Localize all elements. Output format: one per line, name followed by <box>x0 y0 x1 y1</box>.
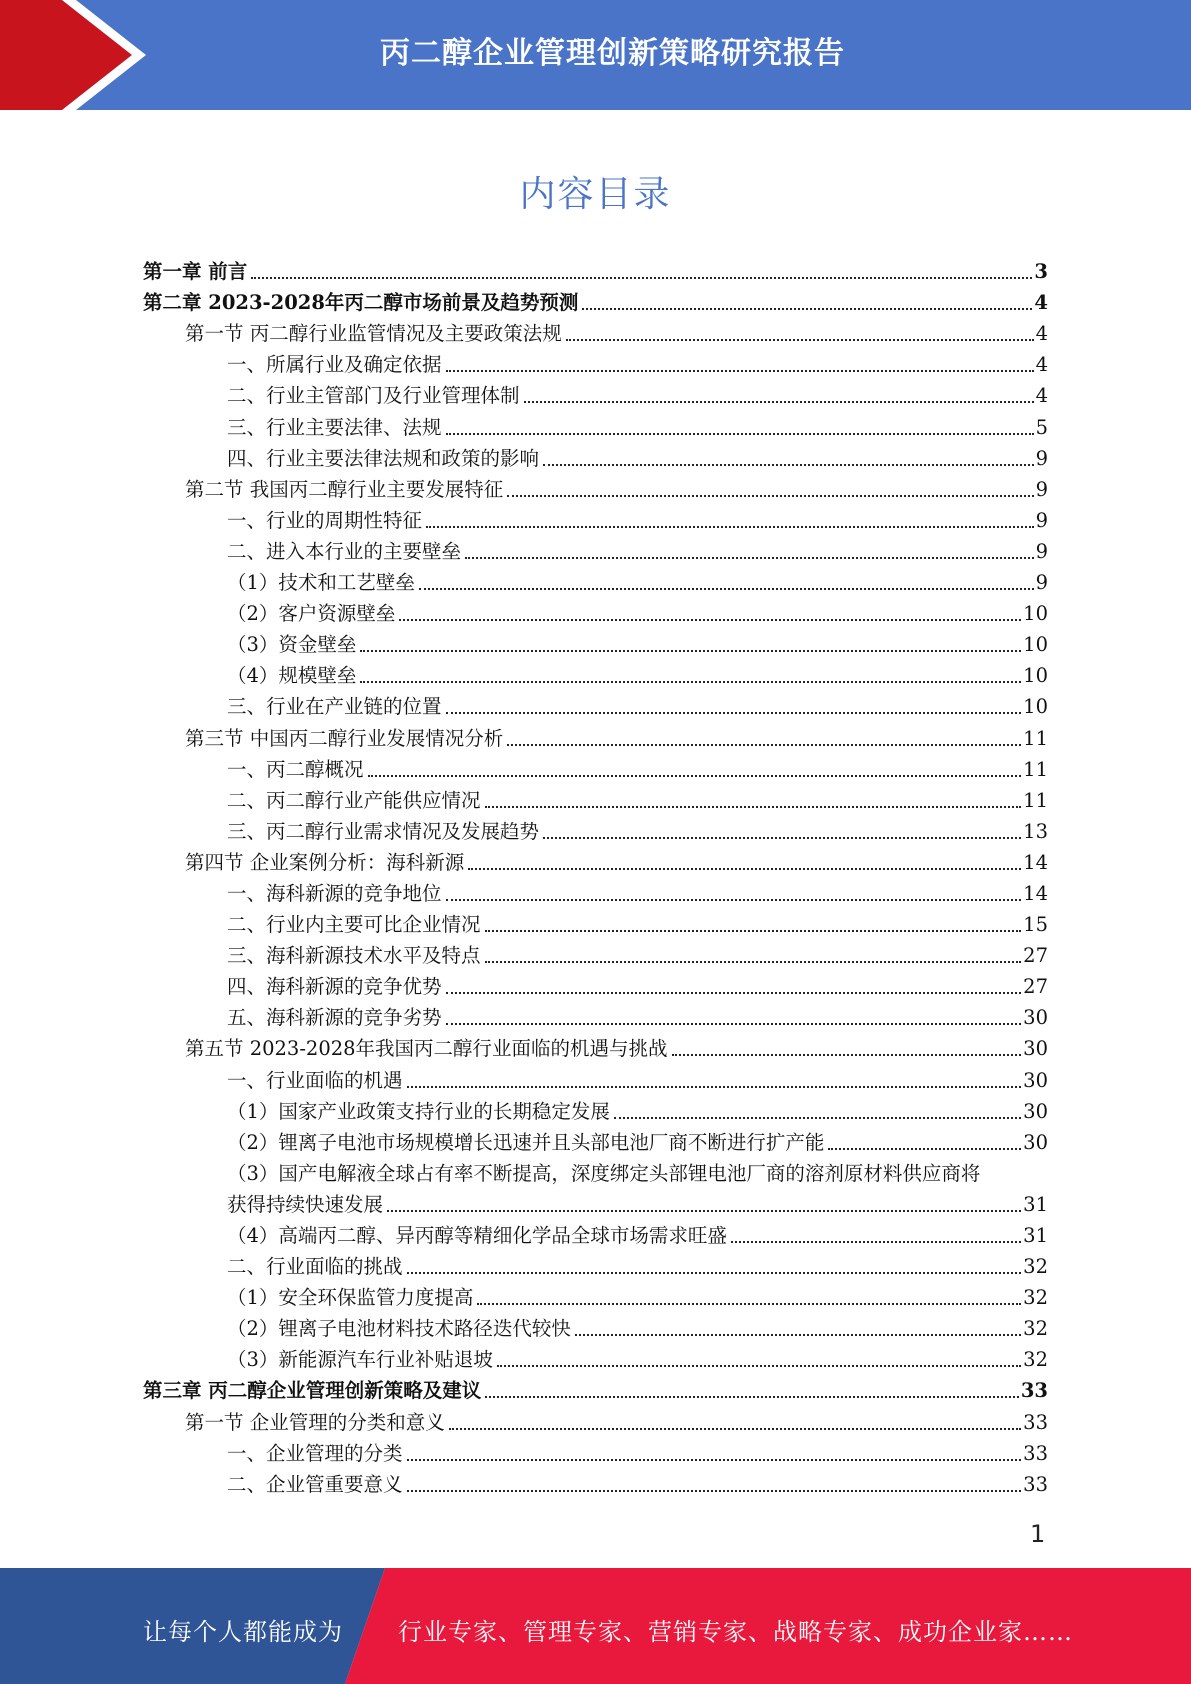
toc-entry[interactable] <box>143 533 1048 564</box>
toc-dot-leader <box>543 837 1021 839</box>
toc-entry[interactable] <box>143 782 1048 813</box>
toc-entry[interactable] <box>143 906 1048 937</box>
table-of-contents <box>143 253 1048 1497</box>
toc-entry[interactable] <box>143 1093 1048 1124</box>
toc-dot-leader <box>407 1272 1022 1274</box>
toc-entry-page: 15 <box>1023 913 1048 937</box>
toc-entry-page: 4 <box>1034 291 1048 315</box>
toc-entry-label: 三、行业在产业链的位置 <box>227 695 442 719</box>
toc-dot-leader <box>485 806 1022 808</box>
toc-entry[interactable] <box>143 1061 1048 1092</box>
toc-dot-leader <box>828 1148 1021 1150</box>
toc-entry-label: 一、所属行业及确定依据 <box>227 353 442 377</box>
toc-entry-page: 33 <box>1020 1379 1048 1403</box>
toc-entry[interactable] <box>143 1217 1048 1248</box>
toc-entry-label: （3）资金壁垒 <box>227 633 357 657</box>
toc-entry[interactable] <box>143 440 1048 471</box>
toc-entry-label: 第四节 企业案例分析：海科新源 <box>185 850 465 874</box>
toc-entry-label: 二、行业主管部门及行业管理体制 <box>227 384 520 408</box>
toc-entry-page: 10 <box>1023 602 1048 626</box>
toc-entry-label: 四、行业主要法律法规和政策的影响 <box>227 446 540 470</box>
toc-entry-page: 33 <box>1023 1472 1048 1496</box>
toc-entry-page: 33 <box>1023 1410 1048 1434</box>
toc-entry[interactable] <box>143 1403 1048 1434</box>
toc-dot-leader <box>446 899 1022 901</box>
toc-entry-page: 9 <box>1035 539 1048 563</box>
report-title: 丙二醇企业管理创新策略研究报告 <box>380 36 845 71</box>
toc-entry-page: 9 <box>1035 508 1048 532</box>
toc-entry[interactable] <box>143 1435 1048 1466</box>
toc-dot-leader <box>485 930 1022 932</box>
toc-entry[interactable] <box>143 999 1048 1030</box>
toc-entry[interactable] <box>143 1466 1048 1497</box>
toc-entry[interactable] <box>143 844 1048 875</box>
toc-entry-page: 30 <box>1023 1006 1048 1030</box>
toc-entry-label: 三、丙二醇行业需求情况及发展趋势 <box>227 819 540 843</box>
toc-entry-label: 四、海科新源的竞争优势 <box>227 975 442 999</box>
toc-dot-leader <box>524 401 1034 403</box>
toc-entry-label: （3）新能源汽车行业补贴退坡 <box>227 1348 493 1372</box>
toc-entry-page: 32 <box>1023 1286 1048 1310</box>
toc-dot-leader <box>672 1054 1022 1056</box>
toc-dot-leader <box>399 619 1021 621</box>
toc-entry-page: 14 <box>1023 850 1048 874</box>
toc-dot-leader <box>485 1396 1019 1398</box>
toc-entry-label: （4）规模壁垒 <box>227 664 357 688</box>
toc-entry[interactable] <box>143 253 1048 284</box>
toc-dot-leader <box>407 1459 1022 1461</box>
toc-entry[interactable] <box>143 1310 1048 1341</box>
toc-dot-leader <box>360 681 1021 683</box>
toc-entry[interactable] <box>143 1155 1048 1186</box>
toc-dot-leader <box>446 370 1034 372</box>
toc-dot-leader <box>468 868 1021 870</box>
toc-entry-label: 获得持续快速发展 <box>227 1192 384 1216</box>
toc-entry-page: 11 <box>1023 726 1048 750</box>
toc-entry-page: 32 <box>1023 1348 1048 1372</box>
toc-entry-label: 一、行业的周期性特征 <box>227 508 423 532</box>
toc-dot-leader <box>465 557 1034 559</box>
toc-dot-leader <box>446 433 1034 435</box>
toc-entry-label: 二、丙二醇行业产能供应情况 <box>227 788 481 812</box>
toc-entry-label: 三、行业主要法律、法规 <box>227 415 442 439</box>
toc-dot-leader <box>582 308 1032 310</box>
toc-entry-label: 一、行业面临的机遇 <box>227 1068 403 1092</box>
toc-dot-leader <box>497 1365 1021 1367</box>
toc-entry-label: 一、丙二醇概况 <box>227 757 364 781</box>
toc-entry-page: 14 <box>1023 881 1048 905</box>
toc-dot-leader <box>387 1210 1021 1212</box>
toc-entry-label: 第一章 前言 <box>143 260 248 284</box>
toc-dot-leader <box>477 1303 1021 1305</box>
toc-entry-label: 二、企业管重要意义 <box>227 1472 403 1496</box>
toc-entry[interactable] <box>143 377 1048 408</box>
footer-slogan-left: 让每个人都能成为 <box>143 1618 343 1646</box>
toc-dot-leader <box>575 1334 1021 1336</box>
toc-entry[interactable] <box>143 937 1048 968</box>
toc-dot-leader <box>507 495 1033 497</box>
toc-entry[interactable] <box>143 1124 1048 1155</box>
toc-entry-label: （1）安全环保监管力度提高 <box>227 1286 474 1310</box>
toc-entry[interactable] <box>143 315 1048 346</box>
toc-entry-page: 4 <box>1035 353 1048 377</box>
toc-entry[interactable] <box>143 813 1048 844</box>
toc-entry-page: 11 <box>1023 788 1048 812</box>
toc-dot-leader <box>614 1117 1021 1119</box>
toc-entry[interactable] <box>143 1341 1048 1372</box>
toc-entry-page: 30 <box>1023 1068 1048 1092</box>
toc-dot-leader <box>407 1490 1022 1492</box>
toc-entry-label: 二、进入本行业的主要壁垒 <box>227 539 462 563</box>
toc-entry-page: 5 <box>1035 415 1048 439</box>
toc-entry-page: 9 <box>1035 477 1048 501</box>
toc-dot-leader <box>407 1086 1022 1088</box>
toc-entry-label: 二、行业面临的挑战 <box>227 1255 403 1279</box>
toc-dot-leader <box>449 1428 1021 1430</box>
toc-entry-label: 第二章 2023-2028年丙二醇市场前景及趋势预测 <box>143 291 579 315</box>
toc-entry-label: 一、企业管理的分类 <box>227 1441 403 1465</box>
toc-entry[interactable] <box>143 875 1048 906</box>
toc-entry-page: 30 <box>1023 1037 1048 1061</box>
toc-entry[interactable] <box>143 1248 1048 1279</box>
toc-dot-leader <box>446 992 1022 994</box>
toc-entry[interactable] <box>143 1279 1048 1310</box>
toc-dot-leader <box>485 961 1022 963</box>
header-band <box>0 0 1191 110</box>
toc-entry-label: 第二节 我国丙二醇行业主要发展特征 <box>185 477 504 501</box>
toc-entry[interactable] <box>143 595 1048 626</box>
toc-entry[interactable] <box>143 968 1048 999</box>
toc-dot-leader <box>731 1241 1021 1243</box>
toc-entry-label: 第一节 丙二醇行业监管情况及主要政策法规 <box>185 322 562 346</box>
toc-entry-label: 一、海科新源的竞争地位 <box>227 881 442 905</box>
toc-entry-label: 第三节 中国丙二醇行业发展情况分析 <box>185 726 504 750</box>
footer-band <box>0 1568 1191 1684</box>
toc-entry-page: 10 <box>1023 664 1048 688</box>
toc-entry-label: （2）锂离子电池材料技术路径迭代较快 <box>227 1317 571 1341</box>
toc-dot-leader <box>507 744 1021 746</box>
toc-entry-label: （2）锂离子电池市场规模增长迅速并且头部电池厂商不断进行扩产能 <box>227 1130 825 1154</box>
toc-entry-page: 32 <box>1023 1255 1048 1279</box>
toc-entry[interactable] <box>143 284 1048 315</box>
toc-dot-leader <box>419 588 1034 590</box>
toc-entry-label: （1）国家产业政策支持行业的长期稳定发展 <box>227 1099 610 1123</box>
toc-entry-page: 9 <box>1035 571 1048 595</box>
toc-entry[interactable] <box>143 688 1048 719</box>
toc-entry-label: 第一节 企业管理的分类和意义 <box>185 1410 445 1434</box>
toc-entry-page: 10 <box>1023 633 1048 657</box>
toc-entry-page: 10 <box>1023 695 1048 719</box>
toc-entry-label: （2）客户资源壁垒 <box>227 602 396 626</box>
toc-entry-page: 31 <box>1023 1192 1048 1216</box>
toc-dot-leader <box>446 1023 1022 1025</box>
toc-entry-label: 二、行业内主要可比企业情况 <box>227 913 481 937</box>
toc-entry-page: 33 <box>1023 1441 1048 1465</box>
toc-entry-page: 31 <box>1023 1224 1048 1247</box>
toc-entry-label: （3）国产电解液全球占有率不断提高，深度绑定头部锂电池厂商的溶剂原材料供应商将 <box>227 1161 981 1185</box>
toc-entry-page: 27 <box>1023 975 1048 999</box>
toc-entry-page: 30 <box>1023 1130 1048 1154</box>
toc-dot-leader <box>426 526 1034 528</box>
toc-dot-leader <box>566 339 1034 341</box>
toc-heading: 内容目录 <box>519 174 672 215</box>
toc-entry[interactable] <box>143 471 1048 502</box>
toc-entry-label: 三、海科新源技术水平及特点 <box>227 944 481 968</box>
toc-dot-leader <box>446 712 1022 714</box>
toc-entry-page: 4 <box>1035 384 1048 408</box>
toc-entry-page: 11 <box>1023 757 1048 781</box>
toc-entry[interactable] <box>143 564 1048 595</box>
toc-entry-label: 第五节 2023-2028年我国丙二醇行业面临的机遇与挑战 <box>185 1037 668 1061</box>
footer-slogan-right: 行业专家、管理专家、营销专家、战略专家、成功企业家…… <box>398 1618 1073 1646</box>
toc-entry-page: 13 <box>1023 819 1048 843</box>
toc-entry[interactable] <box>143 626 1048 657</box>
toc-entry[interactable] <box>143 657 1048 688</box>
toc-entry[interactable] <box>143 502 1048 533</box>
toc-entry[interactable] <box>143 719 1048 750</box>
toc-entry-page: 30 <box>1023 1099 1048 1123</box>
toc-dot-leader <box>251 277 1032 279</box>
toc-dot-leader <box>368 775 1022 777</box>
toc-entry-page: 27 <box>1023 944 1048 968</box>
toc-entry[interactable] <box>143 751 1048 782</box>
toc-entry[interactable] <box>143 1030 1048 1061</box>
toc-entry[interactable] <box>143 1186 1048 1217</box>
toc-entry-page: 9 <box>1035 446 1048 470</box>
toc-dot-leader <box>360 650 1021 652</box>
toc-entry-page: 32 <box>1023 1317 1048 1341</box>
toc-entry[interactable] <box>143 1372 1048 1403</box>
toc-entry-page: 3 <box>1034 260 1048 284</box>
toc-entry[interactable] <box>143 408 1048 439</box>
toc-dot-leader <box>543 464 1034 466</box>
toc-entry-label: （4）高端丙二醇、异丙醇等精细化学品全球市场需求旺盛 <box>227 1224 727 1247</box>
page-number: 1 <box>1030 1520 1046 1548</box>
toc-entry-label: （1）技术和工艺壁垒 <box>227 571 415 595</box>
toc-entry-page: 4 <box>1035 322 1048 346</box>
toc-entry[interactable] <box>143 346 1048 377</box>
toc-entry-label: 第三章 丙二醇企业管理创新策略及建议 <box>143 1379 482 1403</box>
toc-entry-label: 五、海科新源的竞争劣势 <box>227 1006 442 1030</box>
